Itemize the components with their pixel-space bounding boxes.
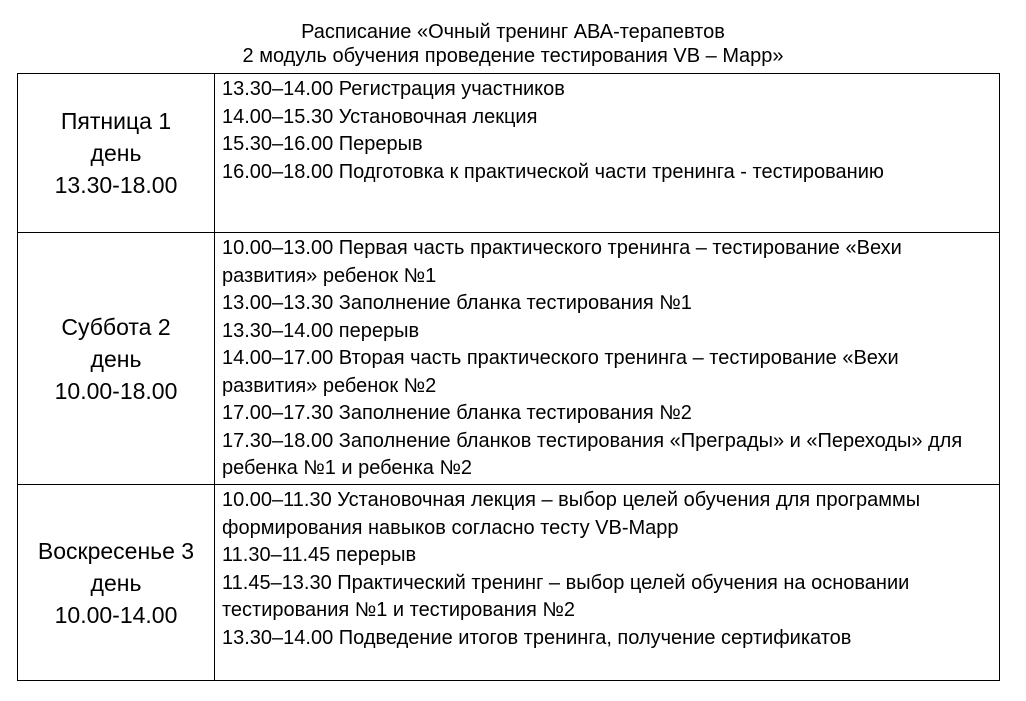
document-title — [0, 20, 1026, 68]
schedule-item: 15.30–16.00 Перерыв — [222, 133, 423, 155]
schedule-item: 10.00–13.00 Первая часть практического тренинга – тестирование «Вехи развития» ребенок №1 — [222, 237, 902, 287]
schedule-item: 13.30–14.00 Подведение итогов тренинга, получение сертификатов — [222, 626, 852, 649]
schedule-item: 14.00–15.30 Установочная лекция — [222, 105, 538, 128]
schedule-item: 14.00–17.00 Вторая часть практического тренинга – тестирование «Вехи развития» ребенок №2 — [222, 347, 899, 397]
items-cell-friday — [215, 74, 1000, 233]
schedule-item: 11.30–11.45 перерыв — [222, 544, 417, 566]
day-word: день — [90, 140, 142, 166]
day-word: день — [90, 569, 142, 596]
items-cell-saturday — [215, 233, 1000, 485]
schedule-item: 13.30–14.00 перерыв — [222, 319, 420, 342]
day-word: день — [90, 345, 142, 372]
schedule-table — [17, 73, 1000, 681]
title-line-2: 2 модуль обучения проведение тестирования VB – Mapp» — [242, 45, 784, 67]
schedule-item: 13.30–14.00 Регистрация участников — [222, 78, 565, 100]
day-cell-saturday — [18, 233, 215, 485]
day-name: Воскресенье 3 — [37, 537, 195, 564]
day-time: 13.30-18.00 — [54, 172, 178, 198]
day-cell-friday — [18, 74, 215, 233]
schedule-item: 17.30–18.00 Заполнение бланков тестирования «Преграды» и «Переходы» для ребенка №1 и ребенка №2 — [222, 429, 963, 479]
day-cell-sunday — [18, 485, 215, 681]
schedule-item: 10.00–11.30 Установочная лекция – выбор целей обучения для программы формирования навыков согласно тесту VB-Mapp — [222, 489, 921, 539]
schedule-item: 11.45–13.30 Практический тренинг – выбор целей обучения на основании тестирования №1 и тестирования №2 — [222, 571, 910, 621]
schedule-row-friday — [18, 74, 1000, 233]
day-name: Суббота 2 — [61, 313, 171, 340]
schedule-item: 16.00–18.00 Подготовка к практической части тренинга - тестированию — [222, 160, 884, 183]
day-time: 10.00-14.00 — [54, 601, 178, 628]
day-time: 10.00-18.00 — [54, 377, 178, 404]
schedule-row-sunday — [18, 485, 1000, 681]
items-cell-sunday — [215, 485, 1000, 681]
day-name: Пятница 1 — [60, 108, 172, 134]
schedule-item: 17.00–17.30 Заполнение бланка тестирования №2 — [222, 402, 692, 424]
schedule-item: 13.00–13.30 Заполнение бланка тестирования №1 — [222, 292, 692, 314]
schedule-row-saturday — [18, 233, 1000, 485]
title-line-1: Расписание «Очный тренинг АВА-терапевтов — [301, 21, 725, 43]
